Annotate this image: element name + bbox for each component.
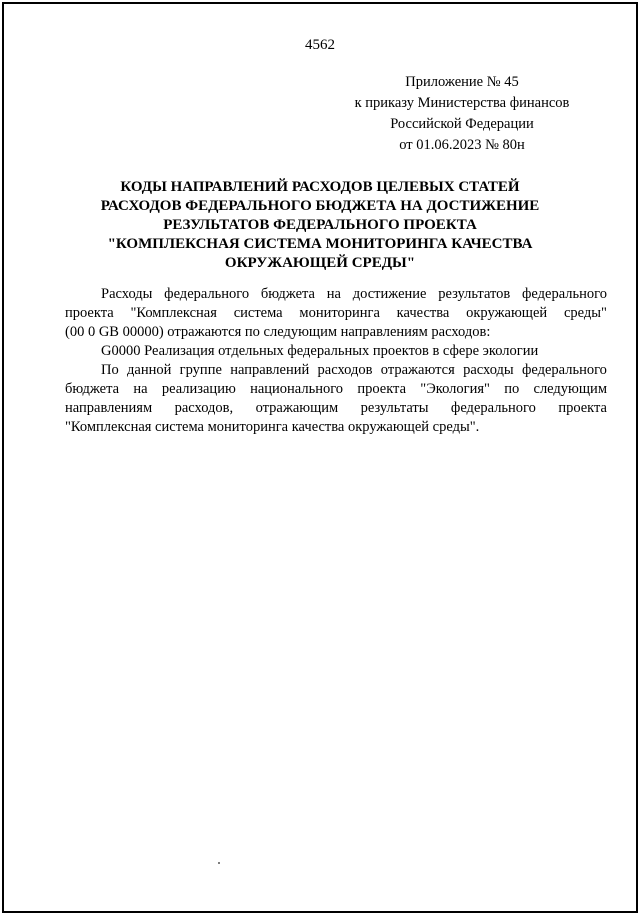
word: группе <box>179 362 222 378</box>
word: расходов <box>317 362 373 378</box>
text-line <box>65 399 607 418</box>
word: результаты <box>360 400 429 416</box>
word: проекта <box>357 381 407 397</box>
text-line <box>65 285 607 304</box>
appendix-line: Приложение № 45 <box>405 74 519 90</box>
word: результатов <box>438 286 511 302</box>
word: качества <box>396 305 450 321</box>
word: расходов, <box>174 400 234 416</box>
text-line: (00 0 GB 00000) отражаются по следующим направлениям расходов: <box>65 324 491 340</box>
word: реализацию <box>161 381 236 397</box>
appendix-line: к приказу Министерства финансов <box>354 95 570 111</box>
word: по <box>504 381 520 397</box>
word: направлениям <box>65 400 153 416</box>
text-line: "Комплексная система мониторинга качества окружающей среды". <box>65 419 480 435</box>
word: достижение <box>352 286 427 302</box>
appendix-block <box>332 72 592 156</box>
word: федерального <box>521 362 607 378</box>
document-body <box>65 285 607 437</box>
word: на <box>133 381 148 397</box>
word: проекта <box>65 305 114 321</box>
title-line: КОДЫ НАПРАВЛЕНИЙ РАСХОДОВ ЦЕЛЕВЫХ СТАТЕЙ <box>120 179 520 195</box>
word: федерального <box>164 286 250 302</box>
paragraph-expenses-detail <box>65 361 607 437</box>
word: "Комплексная <box>130 305 217 321</box>
word: По <box>101 362 119 378</box>
word: отражающим <box>255 400 339 416</box>
word: проекта <box>558 400 607 416</box>
appendix-line: от 01.06.2023 № 80н <box>399 137 525 153</box>
word: "Экология" <box>420 381 490 397</box>
word: система <box>233 305 283 321</box>
word: мониторинга <box>299 305 380 321</box>
document-title <box>70 178 570 273</box>
page-number: 4562 <box>305 37 335 53</box>
word: окружающей <box>466 305 548 321</box>
paragraph-expenses-intro <box>65 285 607 342</box>
paragraph-expense-code: G0000 Реализация отдельных федеральных проектов в сфере экологии <box>101 343 539 359</box>
word: направлений <box>230 362 310 378</box>
word: расходы <box>463 362 514 378</box>
word: национального <box>250 381 344 397</box>
title-line: РЕЗУЛЬТАТОВ ФЕДЕРАЛЬНОГО ПРОЕКТА <box>163 217 477 233</box>
word: следующим <box>533 381 607 397</box>
word: бюджета <box>260 286 315 302</box>
word: бюджета <box>65 381 120 397</box>
word: данной <box>127 362 172 378</box>
title-line: ОКРУЖАЮЩЕЙ СРЕДЫ" <box>224 255 416 271</box>
text-line <box>65 361 607 380</box>
word: федерального <box>522 286 607 302</box>
scan-speck <box>218 862 220 864</box>
text-line <box>65 380 607 399</box>
title-line: РАСХОДОВ ФЕДЕРАЛЬНОГО БЮДЖЕТА НА ДОСТИЖЕНИЕ <box>100 198 540 214</box>
text-line <box>65 304 607 323</box>
word: отражаются <box>380 362 455 378</box>
word: на <box>326 286 341 302</box>
title-line: "КОМПЛЕКСНАЯ СИСТЕМА МОНИТОРИНГА КАЧЕСТВА <box>107 236 533 252</box>
word: федерального <box>450 400 536 416</box>
word: среды" <box>563 305 607 321</box>
appendix-line: Российской Федерации <box>390 116 534 132</box>
word: Расходы <box>101 286 153 302</box>
